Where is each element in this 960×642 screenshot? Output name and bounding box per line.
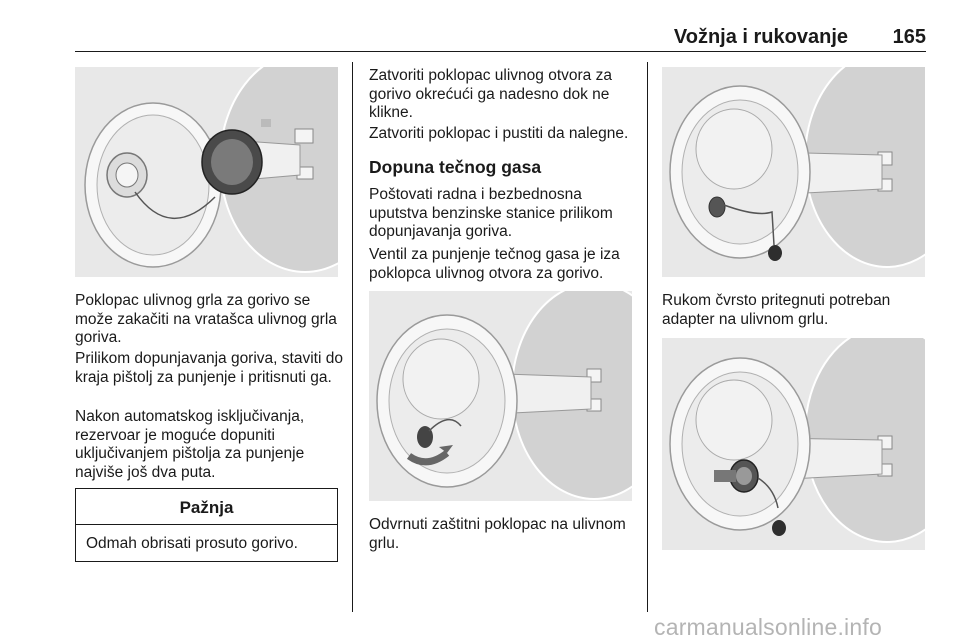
- notice-box: [75, 488, 338, 562]
- figure-cap-removed: [662, 67, 925, 277]
- figure-fuel-cap-hooked: [75, 67, 338, 277]
- page-header: [75, 24, 926, 52]
- left-paragraph-2: Prilikom dopunjavanja goriva, staviti do kraja pištolj za punjenje i pritisnuti ga.: [75, 350, 343, 386]
- column-divider-left: [352, 62, 353, 612]
- left-paragraph-3: Nakon automatskog isključivanja, rezervoar je moguće dopuniti uključivanjem pištolja za punjenje najviše još dva puta.: [75, 408, 305, 481]
- middle-paragraph-4: Ventil za punjenje tečnog gasa je iza poklopca ulivnog otvora za gorivo.: [369, 246, 620, 282]
- column-divider-right: [647, 62, 648, 612]
- notice-title: Pažnja: [76, 489, 337, 525]
- middle-paragraph-3: Poštovati radna i bezbednosna uputstva benzinske stanice prilikom dopunjavanja goriva.: [369, 186, 613, 240]
- left-paragraph-1: Poklopac ulivnog grla za gorivo se može zakačiti na vratašca ulivnog grla goriva.: [75, 292, 337, 346]
- figure-adapter-attached: [662, 338, 925, 550]
- figure-unscrew-cap: [369, 291, 632, 501]
- lpg-heading: Dopuna tečnog gasa: [369, 157, 542, 177]
- watermark: carmanualsonline.info: [654, 614, 882, 640]
- middle-caption: Odvrnuti zaštitni poklopac na ulivnom grlu.: [369, 516, 626, 552]
- page-number: 165: [892, 26, 926, 48]
- middle-paragraph-1: Zatvoriti poklopac ulivnog otvora za gorivo okrećući ga nadesno dok ne klikne.: [369, 67, 612, 121]
- notice-text: Odmah obrisati prosuto gorivo.: [86, 535, 298, 552]
- middle-paragraph-2: Zatvoriti poklopac i pustiti da nalegne.: [369, 125, 629, 142]
- section-title: Vožnja i rukovanje: [673, 26, 848, 48]
- right-caption: Rukom čvrsto pritegnuti potreban adapter na ulivnom grlu.: [662, 292, 891, 328]
